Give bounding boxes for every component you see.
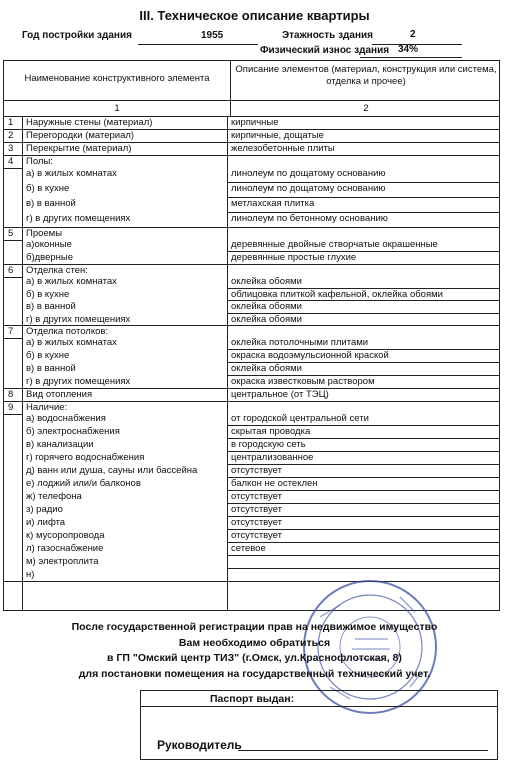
row-number: 3 bbox=[8, 143, 14, 154]
number-cell-line bbox=[3, 168, 22, 169]
element-description: окраска известковым раствором bbox=[231, 376, 375, 387]
element-description: центральное (от ТЭЦ) bbox=[231, 389, 329, 400]
element-name: б)дверные bbox=[26, 252, 74, 263]
col2-number: 2 bbox=[363, 103, 369, 114]
element-description: централизованное bbox=[231, 452, 314, 463]
element-description: линолеум по дощатому основанию bbox=[231, 183, 386, 194]
element-description: окраска водоэмульсионной краской bbox=[231, 350, 389, 361]
element-name: Наружные стены (материал) bbox=[26, 117, 153, 128]
element-name: а) в жилых комнатах bbox=[26, 168, 117, 179]
head-label: Руководитель bbox=[157, 738, 242, 752]
element-description: отсутствует bbox=[231, 504, 282, 515]
wear-underline bbox=[360, 57, 462, 58]
element-name: г) в других помещениях bbox=[26, 213, 131, 224]
col1-number: 1 bbox=[114, 103, 120, 114]
col1-header: Наименование конструктивного элемента bbox=[24, 73, 210, 84]
element-description: деревянные двойные створчатые окрашенные bbox=[231, 239, 438, 250]
section-title: Наличие: bbox=[26, 402, 68, 413]
build-year-value: 1955 bbox=[201, 30, 224, 41]
build-year-underline bbox=[138, 44, 258, 45]
element-name: а) водоснабжения bbox=[26, 413, 106, 424]
element-description: оклейка обоями bbox=[231, 363, 302, 374]
wear-label: Физический износ здания bbox=[260, 45, 390, 56]
element-description: облицовка плиткой кафельной, оклейка обоями bbox=[231, 288, 443, 300]
element-name: Вид отопления bbox=[26, 389, 93, 400]
element-description: оклейка обоями bbox=[231, 301, 302, 312]
element-description: скрытая проводка bbox=[231, 426, 311, 437]
element-name: в) канализации bbox=[26, 439, 94, 450]
footer-line-3: в ГП "Омский центр ТИЗ" (г.Омск, ул.Краснофлотская, 8) bbox=[107, 652, 402, 664]
element-description: сетевое bbox=[231, 543, 266, 554]
floors-value: 2 bbox=[410, 29, 416, 40]
section-title: Отделка стен: bbox=[26, 265, 88, 276]
element-description: оклейка потолочными плитами bbox=[231, 337, 369, 348]
row-separator bbox=[3, 401, 500, 402]
row-number: 2 bbox=[8, 130, 14, 141]
element-description: оклейка обоями bbox=[231, 313, 302, 325]
number-cell-line bbox=[3, 240, 22, 241]
element-description: железобетонные плиты bbox=[231, 143, 335, 154]
element-name: к) мусоропровода bbox=[26, 530, 105, 541]
number-cell-line bbox=[3, 277, 22, 278]
element-name: з) радио bbox=[26, 504, 63, 515]
element-description: отсутствует bbox=[231, 491, 282, 502]
element-name: г) горячего водоснабжения bbox=[26, 452, 145, 463]
section-number: 4 bbox=[8, 156, 14, 167]
row-separator bbox=[3, 227, 500, 228]
section-number: 9 bbox=[8, 402, 14, 413]
section-title: Полы: bbox=[26, 156, 53, 167]
header-line bbox=[3, 100, 500, 101]
num-col-divider bbox=[22, 116, 23, 611]
section-title: Отделка потолков: bbox=[26, 326, 109, 337]
element-name: г) в других помещениях bbox=[26, 313, 131, 325]
desc-separator bbox=[227, 555, 500, 556]
element-name: л) газоснабжение bbox=[26, 543, 104, 554]
number-cell-line bbox=[3, 338, 22, 339]
element-name: ж) телефона bbox=[26, 491, 82, 502]
element-name: б) электроснабжения bbox=[26, 426, 120, 437]
footer-line-4: для постановки помещения на государственный технический учет. bbox=[78, 668, 431, 680]
desc-separator bbox=[227, 568, 500, 569]
element-name: б) в кухне bbox=[26, 183, 70, 194]
element-description: отсутствует bbox=[231, 530, 282, 541]
element-description: деревянные простые глухие bbox=[231, 252, 357, 263]
element-name: в) в ванной bbox=[26, 363, 76, 374]
element-name: Перекрытие (материал) bbox=[26, 143, 132, 154]
footer-line-2: Вам необходимо обратиться bbox=[178, 637, 331, 649]
element-description: отсутствует bbox=[231, 517, 282, 528]
passport-divider bbox=[140, 706, 498, 707]
element-name: Перегородки (материал) bbox=[26, 130, 135, 141]
page-title: III. Техническое описание квартиры bbox=[139, 8, 370, 23]
desc-col-divider bbox=[227, 116, 228, 611]
build-year-label: Год постройки здания bbox=[22, 30, 132, 41]
element-description: кирпичные, дощатые bbox=[231, 130, 324, 141]
section-number: 7 bbox=[8, 326, 14, 337]
element-description: оклейка обоями bbox=[231, 276, 302, 287]
section-number: 5 bbox=[8, 228, 14, 239]
section-number: 6 bbox=[8, 265, 14, 276]
element-name: а)оконные bbox=[26, 239, 72, 250]
element-name: н) bbox=[26, 569, 35, 580]
element-name: м) электроплита bbox=[26, 556, 99, 567]
element-name: б) в кухне bbox=[26, 350, 70, 361]
number-cell-line bbox=[3, 414, 22, 415]
element-description: линолеум по дощатому основанию bbox=[231, 168, 386, 179]
element-name: а) в жилых комнатах bbox=[26, 276, 117, 287]
element-name: е) лоджий или/и балконов bbox=[26, 478, 141, 489]
element-name: г) в других помещениях bbox=[26, 376, 131, 387]
row-separator bbox=[3, 155, 500, 156]
element-name: а) в жилых комнатах bbox=[26, 337, 117, 348]
element-description: кирпичные bbox=[231, 117, 279, 128]
element-description: метлахская плитка bbox=[231, 198, 315, 209]
element-name: и) лифта bbox=[26, 517, 66, 528]
element-description: от городской центральной сети bbox=[231, 413, 369, 424]
element-name: д) ванн или душа, сауны или бассейна bbox=[26, 465, 198, 476]
element-description: линолеум по бетонному основанию bbox=[231, 213, 388, 224]
desc-separator bbox=[227, 542, 500, 543]
row-number: 1 bbox=[8, 117, 14, 128]
element-name: в) в ванной bbox=[26, 301, 76, 312]
passport-issued-label: Паспорт выдан: bbox=[210, 693, 295, 705]
element-description: отсутствует bbox=[231, 465, 282, 476]
element-description: балкон не остеклен bbox=[231, 478, 318, 489]
floors-label: Этажность здания bbox=[282, 30, 373, 41]
signature-line bbox=[238, 750, 488, 751]
wear-value: 34% bbox=[398, 44, 419, 55]
element-name: б) в кухне bbox=[26, 288, 70, 300]
element-name: в) в ванной bbox=[26, 198, 76, 209]
row-number: 8 bbox=[8, 389, 14, 400]
element-description: в городскую сеть bbox=[231, 439, 306, 450]
section-title: Проемы bbox=[26, 228, 63, 239]
footer-line-1: После государственной регистрации прав на недвижимое имущество bbox=[71, 621, 438, 633]
header-divider bbox=[230, 60, 231, 116]
col2-header: Описание элементов (материал, конструкция или система, отделка и прочее) bbox=[235, 64, 497, 87]
